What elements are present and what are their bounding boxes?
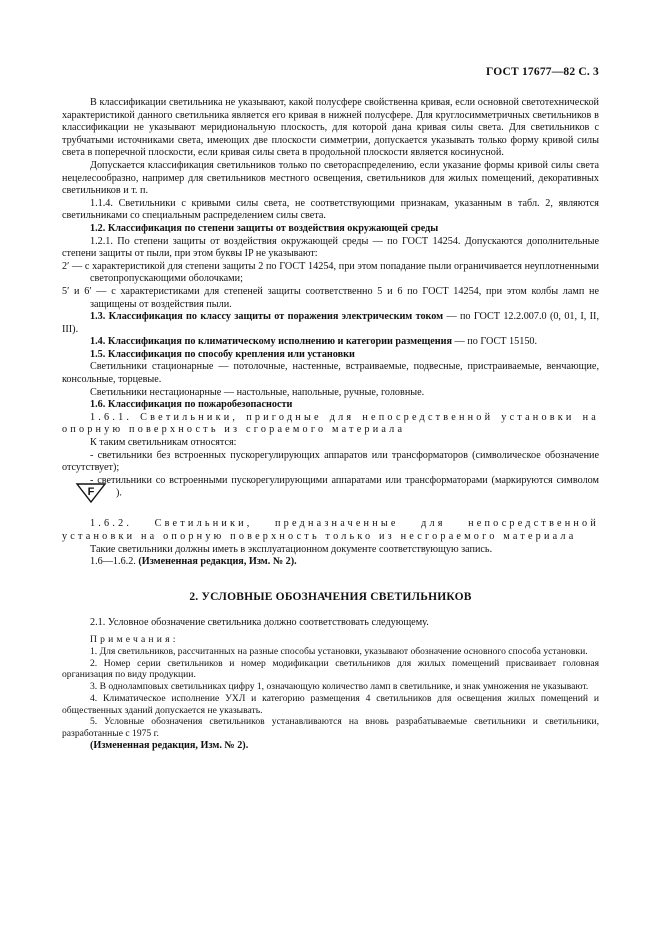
note-4: 4. Климатическое исполнение УХЛ и категорию размещения 4 светильников для освещения жилых помещений и общественных зданий допускается не указывать.: [62, 692, 599, 716]
page-content: [62, 97, 599, 753]
paragraph-dust-5-6: 5′ и 6′ — с характеристиками для степеней защиты соответственно 5 и 6 по ГОСТ 14254, при этом колбы ламп не защищены от воздействия пыли.: [62, 285, 599, 310]
paragraph-such-luminaires: К таким светильникам относятся:: [90, 437, 237, 449]
note-5: 5. Условные обозначения светильников устанавливаются на вновь разрабатываемые светильники и светильники, разработанные с 1975 г.: [62, 716, 599, 740]
heading-1-4: 1.4. Классификация по климатическому исполнению и категории размещения: [90, 336, 452, 348]
fire-triangle-f-icon: [74, 483, 108, 503]
paragraph-curve-hemisphere: В классификации светильника не указывают, какой полусфере свойственна кривая, если основной светотехнической характеристикой данного светильника является его кривая в нижней полусфере. Для круглосимметричных светильников в классификации не указывают меридиональную плоскость, для которой дана кривая силы света. Для светильников с трубчатыми источниками света, имеющих две плоскости симметрии, допускается указывать только форму кривой силы света в поперечной плоскости, если кривая силы света в продольной плоскости является косинусной.: [62, 97, 599, 159]
heading-1-5: 1.5. Классификация по способу крепления или установки: [90, 348, 355, 360]
heading-1-6: 1.6. Классификация по пожаробезопасности: [90, 399, 293, 411]
note-3: 3. В одноламповых светильниках цифру 1, означающую количество ламп в светильнике, и знак умножения не указывают.: [90, 681, 589, 693]
heading-1-3: 1.3. Классификация по классу защиты от поражения электрическим током: [90, 311, 444, 323]
page-header: ГОСТ 17677—82 С. 3: [486, 66, 599, 78]
note-1: 1. Для светильников, рассчитанных на разные способы установки, указывают обозначение основного способа установки.: [90, 645, 588, 657]
paragraph-with-ballast: [62, 475, 599, 501]
paragraph-2-1: 2.1. Условное обозначение светильника должно соответствовать следующему.: [90, 617, 429, 629]
heading-1-3-tail: — по ГОСТ 12.2.007.0 (0, 01, I, II, III).: [62, 311, 599, 335]
heading-1-2: 1.2. Классификация по степени защиты от воздействия окружающей среды: [90, 222, 439, 234]
section-2-edition-note: (Измененная редакция, Изм. № 2).: [90, 740, 249, 752]
paragraph-1-6-2: 1.6.2. Светильники, предназначенные для непосредственной установки на опорную поверхность только из несгораемого материала: [62, 518, 599, 542]
paragraph-1-1-4: 1.1.4. Светильники с кривыми силы света, не соответствующими признакам, указанным в табл. 2, являются светильниками со специальным распределением силы света.: [62, 197, 599, 222]
paragraph-1-2-1: 1.2.1. По степени защиты от воздействия окружающей среды — по ГОСТ 14254. Допускаются дополнительные степени защиты от пыли, при этом буквы IP не указывают:: [62, 235, 599, 260]
paragraph-light-distribution: Допускается классификация светильников только по светораспределению, если указание формы кривой силы света нецелесообразно, например для светильников местного освещения, светильников для жилых помещений, декоративных светильников и т. п.: [62, 159, 599, 197]
paragraph-dust-2: 2′ — с характеристикой для степени защиты 2 по ГОСТ 14254, при этом попадание пыли ограничивается неуплотненными светопропускающими оболочками;: [62, 260, 599, 285]
with-ballast-tail: ).: [116, 487, 122, 499]
paragraph-1-3: [62, 311, 599, 336]
fire-symbol-letter: F: [87, 486, 95, 499]
edition-note: (Измененная редакция, Изм. № 2).: [138, 556, 297, 568]
spacer: [62, 500, 599, 518]
paragraph-edition-1-6: [62, 556, 599, 569]
notes-title: Примечания:: [90, 633, 179, 645]
with-ballast-text: - светильники со встроенными пускорегулирующими аппаратами или трансформаторами (маркируются символом: [90, 474, 599, 486]
section-2-title: 2. УСЛОВНЫЕ ОБОЗНАЧЕНИЯ СВЕТИЛЬНИКОВ: [189, 590, 472, 603]
paragraph-nonstationary: Светильники нестационарные — настольные, напольные, ручные, головные.: [90, 386, 425, 398]
paragraph-without-ballast: - светильники без встроенных пускорегулирующих аппаратов или трансформаторов (символическое обозначение отсутствует);: [62, 449, 599, 474]
paragraph-stationary: Светильники стационарные — потолочные, настенные, встраиваемые, подвесные, пристраиваемые, венчающие, консольные, торцевые.: [62, 361, 599, 386]
paragraph-operational-doc: Такие светильники должны иметь в эксплуатационном документе соответствующую запись.: [90, 543, 493, 555]
note-2: 2. Номер серии светильников и номер модификации светильников для жилых помещений присваивает головная организация по виду продукции.: [62, 657, 599, 681]
heading-1-4-tail: — по ГОСТ 15150.: [451, 336, 538, 348]
edition-ref: 1.6—1.6.2.: [90, 556, 139, 568]
paragraph-1-4: [62, 336, 599, 349]
paragraph-1-6-1: 1.6.1. Светильники, пригодные для непосредственной установки на опорную поверхность из сгораемого материала: [62, 411, 599, 436]
